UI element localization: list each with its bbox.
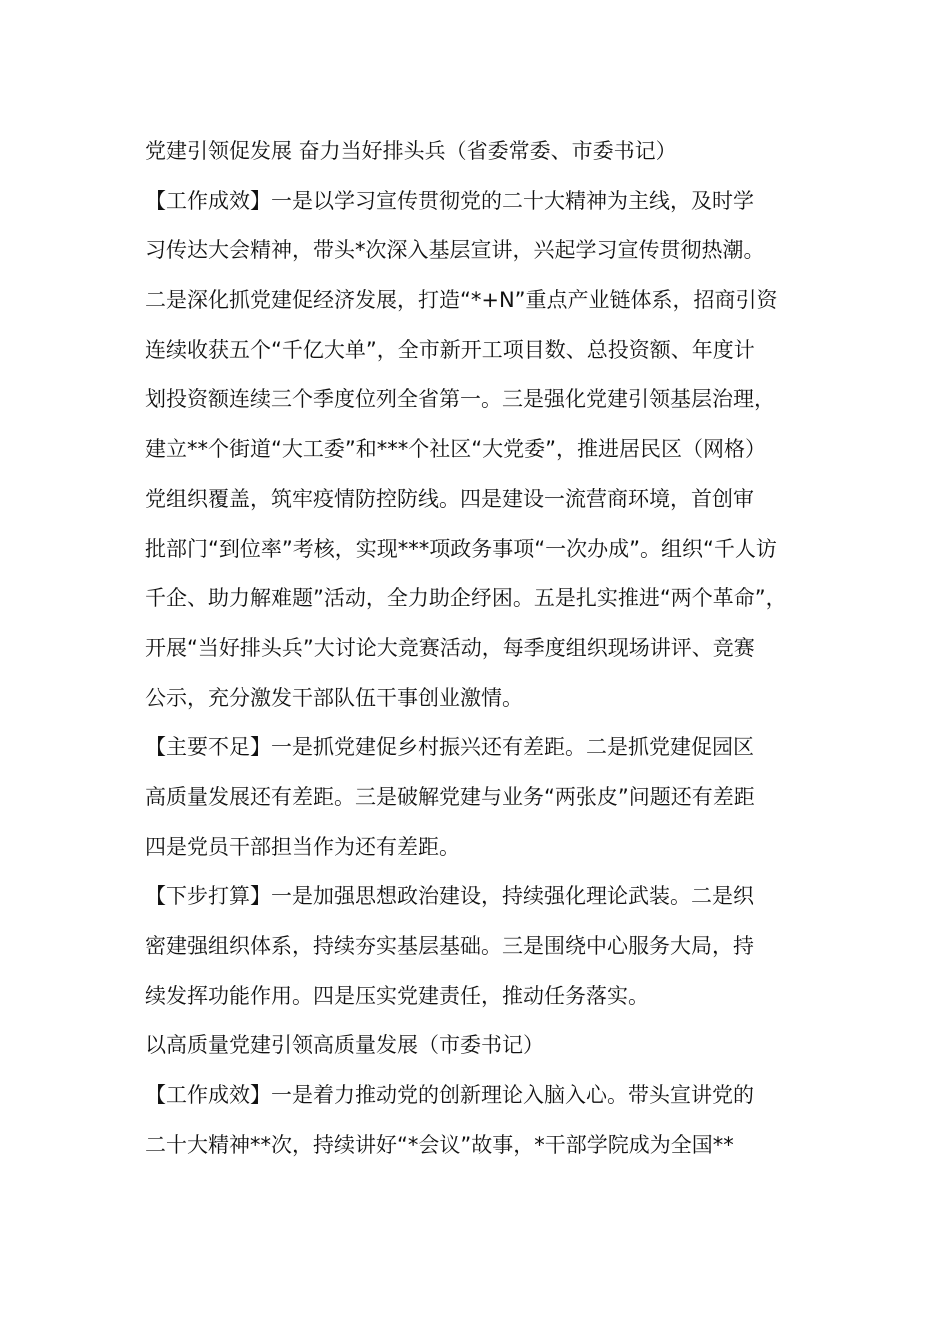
text-line: 【主要不足】一是抓党建促乡村振兴还有差距。二是抓党建促园区 [145,735,754,760]
text-line: 党组织覆盖，筑牢疫情防控防线。四是建设一流营商环境，首创审 [145,486,754,511]
section-title: 以高质量党建引领高质量发展（市委书记） [145,1033,544,1058]
text-line: 划投资额连续三个季度位列全省第一。三是强化党建引领基层治理， [145,387,775,412]
text-line: 密建强组织体系，持续夯实基层基础。三是围绕中心服务大局，持 [145,934,754,958]
text-line: 二十大精神**次，持续讲好“*会议”故事，*干部学院成为全国** [145,1132,734,1157]
text-line: 【工作成效】一是着力推动党的创新理论入脑入心。带头宣讲党的 [145,1083,754,1108]
text-line: 【下步打算】一是加强思想政治建设，持续强化理论武装。二是织 [145,884,754,909]
text-line: 【工作成效】一是以学习宣传贯彻党的二十大精神为主线，及时学 [145,188,754,213]
section-title: 党建引领促发展 奋力当好排头兵（省委常委、市委书记） [145,139,677,163]
text-line: 批部门“到位率”考核，实现***项政务事项“一次办成”。组织“千人访 [145,536,777,561]
text-line: 续发挥功能作用。四是压实党建责任，推动任务落实。 [145,983,649,1008]
text-line: 公示，充分激发干部队伍干事创业激情。 [145,685,523,710]
text-line: 高质量发展还有差距。三是破解党建与业务“两张皮”问题还有差距 [145,784,755,809]
text-line: 二是深化抓党建促经济发展，打造“*+N”重点产业链体系，招商引资 [145,288,778,313]
document-body [145,127,825,1170]
text-line: 开展“当好排头兵”大讨论大竞赛活动，每季度组织现场讲评、竞赛 [145,635,755,660]
text-line: 千企、助力解难题”活动，全力助企纾困。五是扎实推进“两个革命”， [145,586,787,611]
text-line: 四是党员干部担当作为还有差距。 [145,834,460,859]
text-line: 习传达大会精神，带头*次深入基层宣讲，兴起学习宣传贯彻热潮。 [145,238,765,263]
text-line: 连续收获五个“千亿大单”，全市新开工项目数、总投资额、年度计 [145,337,755,362]
text-line: 建立**个街道“大工委”和***个社区“大党委”，推进居民区（网格） [145,437,767,462]
